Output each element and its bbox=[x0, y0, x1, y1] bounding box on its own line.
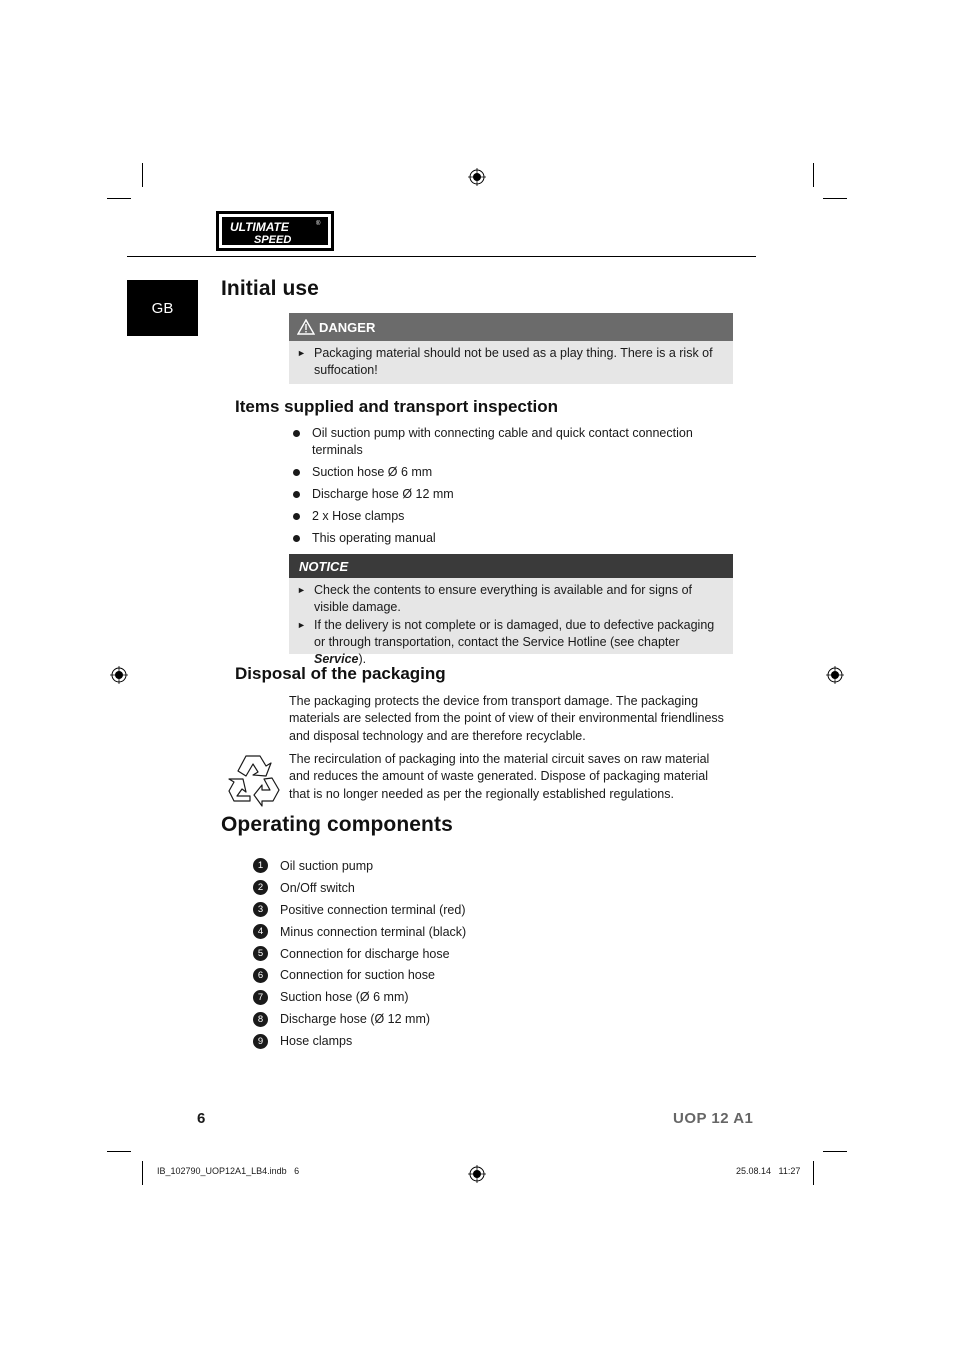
list-item: Suction hose Ø 6 mm bbox=[293, 464, 723, 481]
component-item: 3 Positive connection terminal (red) bbox=[253, 899, 653, 921]
warning-triangle-icon bbox=[297, 319, 315, 335]
component-item: 8 Discharge hose (Ø 12 mm) bbox=[253, 1008, 653, 1030]
language-tab: GB bbox=[127, 280, 198, 336]
component-item: 4 Minus connection terminal (black) bbox=[253, 921, 653, 943]
component-number: 9 bbox=[253, 1034, 268, 1049]
crop-mark bbox=[142, 163, 143, 187]
disposal-paragraph: The packaging protects the device from transport damage. The packaging materials are selected from the point of view of their environmental friendliness and disposal technology and are therefore recyclable. bbox=[289, 694, 724, 743]
crop-mark bbox=[823, 1151, 847, 1152]
component-number: 6 bbox=[253, 968, 268, 983]
crop-mark bbox=[142, 1161, 143, 1185]
subsection-title-items-supplied: Items supplied and transport inspection bbox=[235, 397, 559, 416]
crop-mark bbox=[107, 198, 131, 199]
component-item: 1 Oil suction pump bbox=[253, 855, 653, 877]
bullet-icon bbox=[293, 535, 300, 542]
component-number: 8 bbox=[253, 1012, 268, 1027]
notice-label: NOTICE bbox=[299, 558, 349, 574]
list-item: Discharge hose Ø 12 mm bbox=[293, 486, 723, 503]
bullet-icon bbox=[293, 469, 300, 476]
crop-mark bbox=[823, 198, 847, 199]
notice-item: ► If the delivery is not complete or is damaged, due to defective packaging or through transportation, contact the Service Hotline (see chapter Service). bbox=[297, 618, 715, 666]
danger-item-text: Packaging material should not be used as a play thing. There is a risk of suffocation! bbox=[314, 346, 713, 377]
registration-mark-icon bbox=[468, 1165, 486, 1183]
model-number: UOP 12 A1 bbox=[673, 1110, 754, 1127]
subsection-title-disposal: Disposal of the packaging bbox=[235, 664, 446, 683]
notice-item: ► Check the contents to ensure everything is available and for signs of visible damage. bbox=[297, 583, 692, 614]
danger-label: DANGER bbox=[319, 319, 376, 335]
bullet-icon bbox=[293, 513, 300, 520]
components-list bbox=[253, 855, 653, 1052]
service-chapter-reference: Service bbox=[314, 652, 359, 666]
section-title-initial-use: Initial use bbox=[221, 277, 319, 300]
component-number: 3 bbox=[253, 902, 268, 917]
list-item: This operating manual bbox=[293, 530, 723, 547]
svg-text:SPEED: SPEED bbox=[254, 234, 292, 246]
component-number: 2 bbox=[253, 880, 268, 895]
list-item: 2 x Hose clamps bbox=[293, 508, 723, 525]
component-item: 7 Suction hose (Ø 6 mm) bbox=[253, 986, 653, 1008]
crop-mark bbox=[813, 1161, 814, 1185]
recycling-paragraph: The recirculation of packaging into the material circuit saves on raw material and reduces the amount of waste generated. Dispose of packaging material that is no longer needed as per the regionally established regulations. bbox=[289, 752, 710, 801]
component-item: 6 Connection for suction hose bbox=[253, 964, 653, 986]
list-item: Oil suction pump with connecting cable and quick contact connection terminals bbox=[293, 425, 723, 459]
danger-header bbox=[289, 313, 733, 341]
registration-mark-icon bbox=[826, 666, 844, 684]
header-rule bbox=[127, 256, 756, 257]
recycling-icon bbox=[226, 752, 284, 808]
registration-mark-icon bbox=[468, 168, 486, 186]
component-item: 9 Hose clamps bbox=[253, 1030, 653, 1052]
component-item: 2 On/Off switch bbox=[253, 877, 653, 899]
bullet-icon bbox=[293, 491, 300, 498]
arrow-bullet-icon: ► bbox=[297, 620, 306, 630]
component-item: 5 Connection for discharge hose bbox=[253, 943, 653, 965]
notice-body bbox=[289, 578, 733, 666]
svg-text:ULTIMATE: ULTIMATE bbox=[230, 220, 289, 234]
component-number: 5 bbox=[253, 946, 268, 961]
items-supplied-list bbox=[293, 425, 723, 552]
svg-text:®: ® bbox=[316, 221, 321, 227]
crop-mark bbox=[813, 163, 814, 187]
section-title-operating-components: Operating components bbox=[221, 813, 453, 836]
print-slug-file: IB_102790_UOP12A1_LB4.indb 6 bbox=[157, 1166, 300, 1176]
danger-body bbox=[289, 341, 733, 384]
ultimate-speed-logo bbox=[216, 211, 334, 251]
crop-mark bbox=[107, 1151, 131, 1152]
print-slug-date: 25.08.14 11:27 bbox=[736, 1166, 801, 1176]
component-number: 1 bbox=[253, 858, 268, 873]
danger-item bbox=[297, 345, 725, 379]
component-number: 4 bbox=[253, 924, 268, 939]
registration-mark-icon bbox=[110, 666, 128, 684]
page-number: 6 bbox=[197, 1110, 206, 1127]
notice-header bbox=[289, 554, 733, 578]
arrow-bullet-icon: ► bbox=[297, 348, 306, 358]
component-number: 7 bbox=[253, 990, 268, 1005]
arrow-bullet-icon: ► bbox=[297, 585, 306, 595]
bullet-icon bbox=[293, 430, 300, 437]
